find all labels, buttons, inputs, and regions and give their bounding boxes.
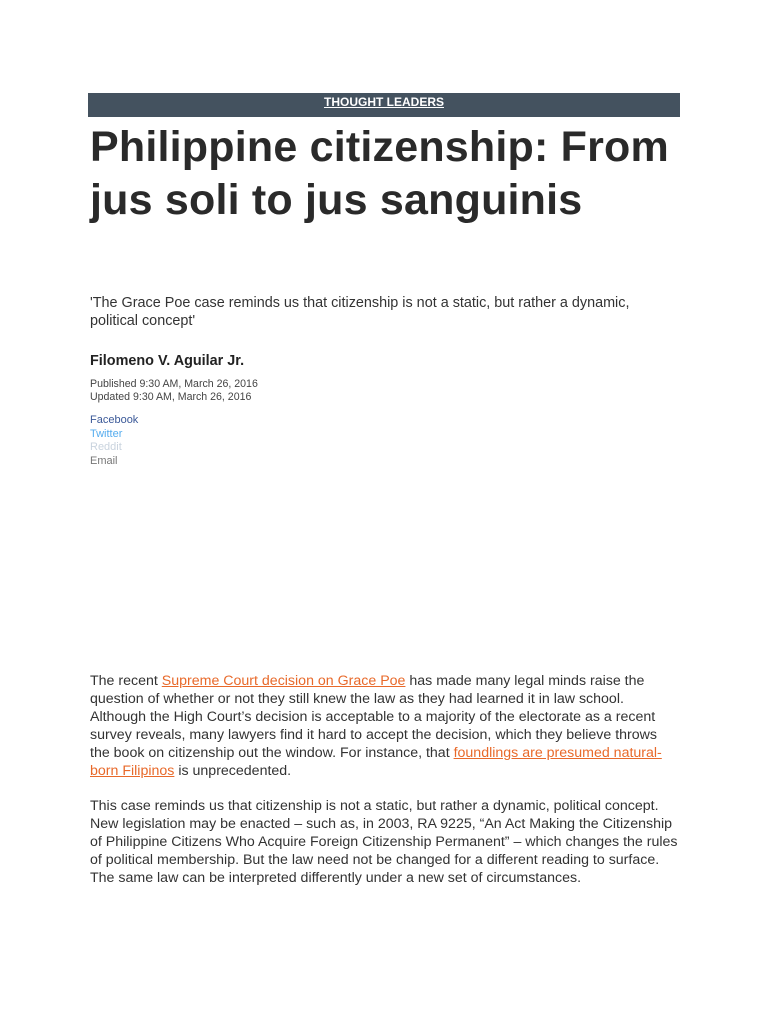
published-date: Published 9:30 AM, March 26, 2016 (90, 378, 258, 390)
body-paragraph-1 (90, 672, 680, 780)
paragraph-text: has made many legal minds raise the question of whether or not they still knew the law as they had learned it in law school. Although the High Court’s decision is acceptable to a majority of the electorate as a recent survey reveals, many lawyers find it hard to accept the decision, which they believe throws the book on citizenship out the window. For instance, that (90, 673, 657, 761)
share-facebook-link[interactable]: Facebook (90, 414, 139, 426)
foundlings-link[interactable]: foundlings are presumed natural-born Filipinos (90, 745, 662, 779)
supreme-court-decision-link[interactable]: Supreme Court decision on Grace Poe (161, 673, 406, 689)
share-links (90, 414, 138, 468)
share-twitter-link[interactable]: Twitter (90, 427, 123, 440)
article-meta (90, 378, 258, 404)
share-reddit-link[interactable]: Reddit (90, 441, 122, 453)
share-email-link[interactable]: Email (90, 454, 118, 467)
body-paragraph-2: This case reminds us that citizenship is not a static, but rather a dynamic, political concept. New legislation may be enacted – such as, in 2003, RA 9225, “An Act Making the Citizenship of Philippine Citizens Who Acquire Foreign Citizenship Permanent” – which changes the rules of political membership. But the law need not be changed for a different reading to surface. The same law can be interpreted differently under a new set of circumstances. (90, 798, 678, 886)
updated-date: Updated 9:30 AM, March 26, 2016 (90, 391, 252, 403)
author-name: Filomeno V. Aguilar Jr. (90, 353, 245, 369)
paragraph-text: is unprecedented. (174, 763, 292, 779)
section-link[interactable]: THOUGHT LEADERS (324, 95, 444, 109)
article-title: Philippine citizenship: From jus soli to jus sanguinis (90, 123, 669, 224)
paragraph-text: The recent (90, 673, 162, 689)
article-dek: 'The Grace Poe case reminds us that citizenship is not a static, but rather a dynamic, political concept' (90, 295, 630, 329)
section-bar (88, 93, 680, 117)
